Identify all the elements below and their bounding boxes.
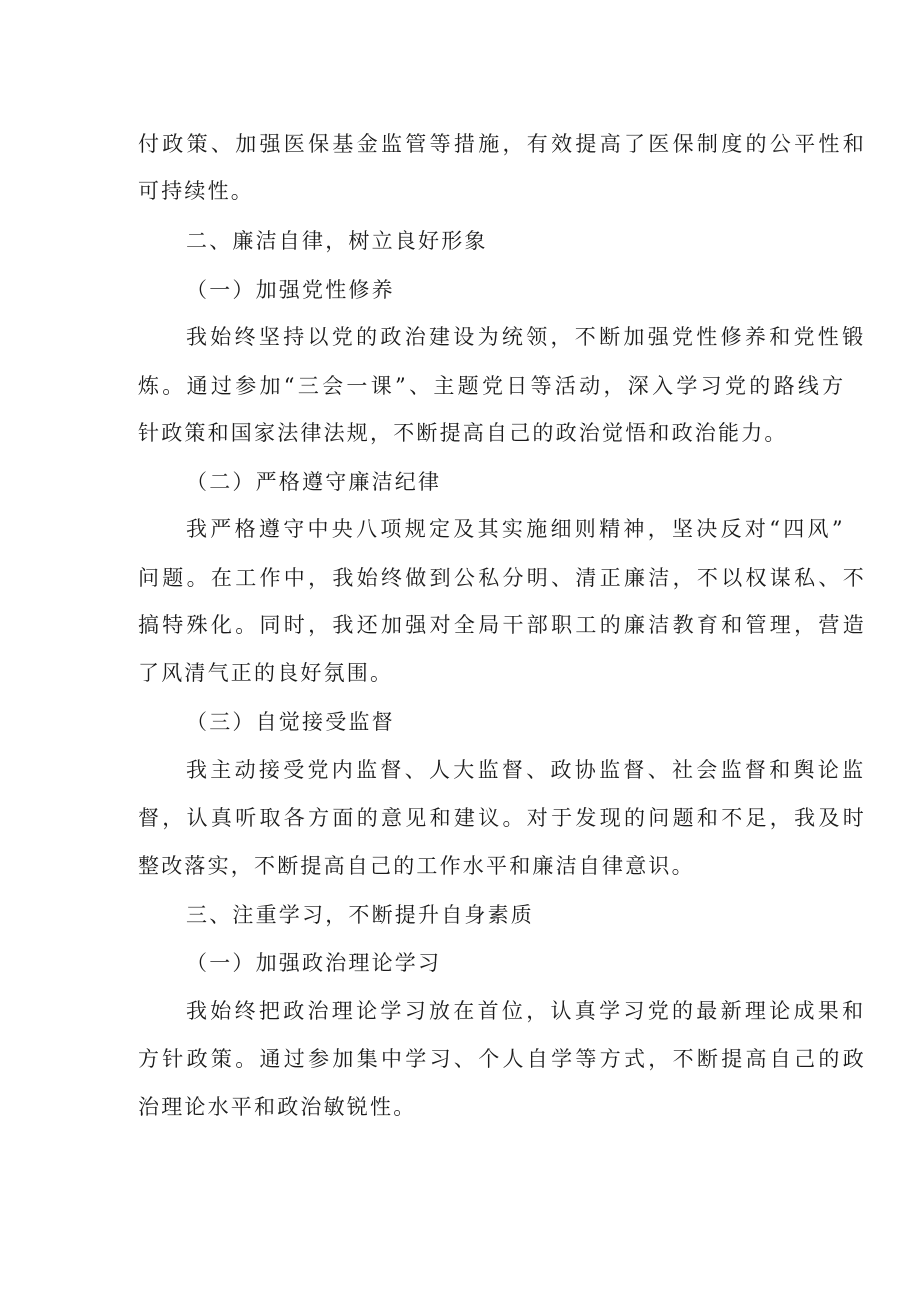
body-text-line: 可持续性。 xyxy=(138,179,254,203)
subsection-heading: （一）加强党性修养 xyxy=(186,278,395,302)
body-text-line: 治理论水平和政治敏锐性。 xyxy=(138,1095,417,1119)
body-text-line: 炼。通过参加“三会一课”、主题党日等活动，深入学习党的路线方 xyxy=(138,374,847,398)
section-heading: 三、注重学习，不断提升自身素质 xyxy=(186,903,534,927)
body-text-line: 我严格遵守中央八项规定及其实施细则精神，坚决反对“四风” xyxy=(186,517,846,541)
body-text-line: 督，认真听取各方面的意见和建议。对于发现的问题和不足，我及时 xyxy=(138,806,867,830)
body-text-line: 我主动接受党内监督、人大监督、政协监督、社会监督和舆论监 xyxy=(186,758,867,782)
body-text-line: 我始终坚持以党的政治建设为统领，不断加强党性修养和党性锻 xyxy=(186,325,867,349)
body-text-line: 了风清气正的良好氛围。 xyxy=(138,661,394,685)
body-text-line: 问题。在工作中，我始终做到公私分明、清正廉洁，不以权谋私、不 xyxy=(138,566,867,590)
subsection-heading: （二）严格遵守廉洁纪律 xyxy=(186,470,442,494)
body-text-line: 方针政策。通过参加集中学习、个人自学等方式，不断提高自己的政 xyxy=(138,1047,867,1071)
body-text-line: 我始终把政治理论学习放在首位，认真学习党的最新理论成果和 xyxy=(186,999,867,1023)
body-text-line: 针政策和国家法律法规，不断提高自己的政治觉悟和政治能力。 xyxy=(138,421,788,445)
section-heading: 二、廉洁自律，树立良好形象 xyxy=(186,229,488,253)
subsection-heading: （三）自觉接受监督 xyxy=(186,710,395,734)
body-text-line: 搞特殊化。同时，我还加强对全局干部职工的廉洁教育和管理，营造 xyxy=(138,613,867,637)
subsection-heading: （一）加强政治理论学习 xyxy=(186,951,442,975)
body-text-line: 整改落实，不断提高自己的工作水平和廉洁自律意识。 xyxy=(138,854,695,878)
body-text-line: 付政策、加强医保基金监管等措施，有效提高了医保制度的公平性和 xyxy=(138,132,867,156)
